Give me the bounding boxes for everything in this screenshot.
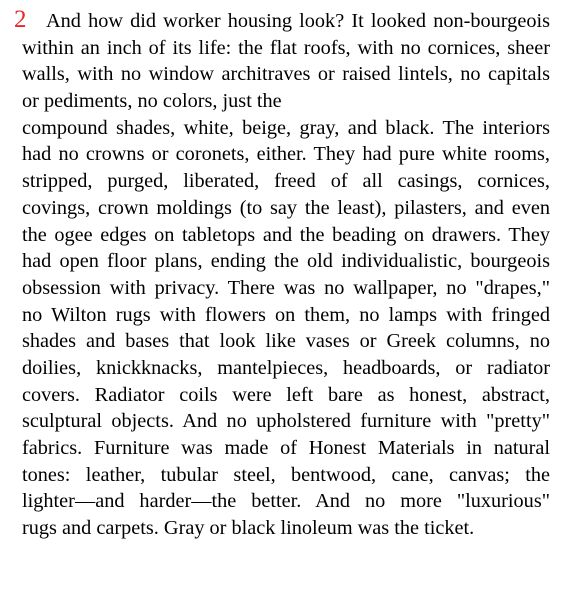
text-line: shades and bases that look like vases or Greek columns, no	[22, 330, 550, 353]
text-line: covers. Radiator coils were left bare as honest, abstract,	[22, 383, 550, 406]
text-line: compound shades, white, beige, gray, and black. The interiors	[22, 116, 550, 139]
text-line: fabrics. Furniture was made of Honest Materials in natural	[22, 437, 550, 459]
text-line: walls, with no window architraves or raised lintels, no capitals	[22, 63, 550, 86]
text-line: had no crowns or coronets, either. They had pure white rooms,	[22, 143, 550, 166]
text-line: covings, crown moldings (to say the least), pilasters, and even	[22, 196, 550, 219]
text-line: stripped, purged, liberated, freed of all casings, cornices,	[22, 170, 550, 193]
text-line: rugs and carpets. Gray or black linoleum was the ticket.	[22, 517, 475, 540]
text-line: within an inch of its life: the flat roofs, with no cornices, sheer	[22, 36, 550, 59]
paragraph-number-marker: 2	[14, 6, 27, 33]
text-line: tones: leather, tubular steel, bentwood, cane, canvas; the	[22, 463, 550, 486]
text-line: doilies, knickknacks, mantelpieces, headboards, or radiator	[22, 356, 550, 379]
text-line: had open floor plans, ending the old individualistic, bourgeois	[22, 250, 550, 273]
text-line: obsession with privacy. There was no wallpaper, no "drapes,"	[22, 276, 550, 299]
text-line: And how did worker housing look? It looked non-bourgeois	[46, 10, 550, 32]
text-line: the ogee edges on tabletops and the beading on drawers. They	[22, 223, 550, 246]
body-paragraph	[22, 8, 550, 542]
text-line: sculptural objects. And no upholstered furniture with "pretty"	[22, 410, 550, 433]
text-line: lighter—and harder—the better. And no more "luxurious"	[22, 490, 550, 513]
text-line: or pediments, no colors, just the	[22, 90, 282, 113]
text-line: no Wilton rugs with flowers on them, no lamps with fringed	[22, 303, 550, 326]
